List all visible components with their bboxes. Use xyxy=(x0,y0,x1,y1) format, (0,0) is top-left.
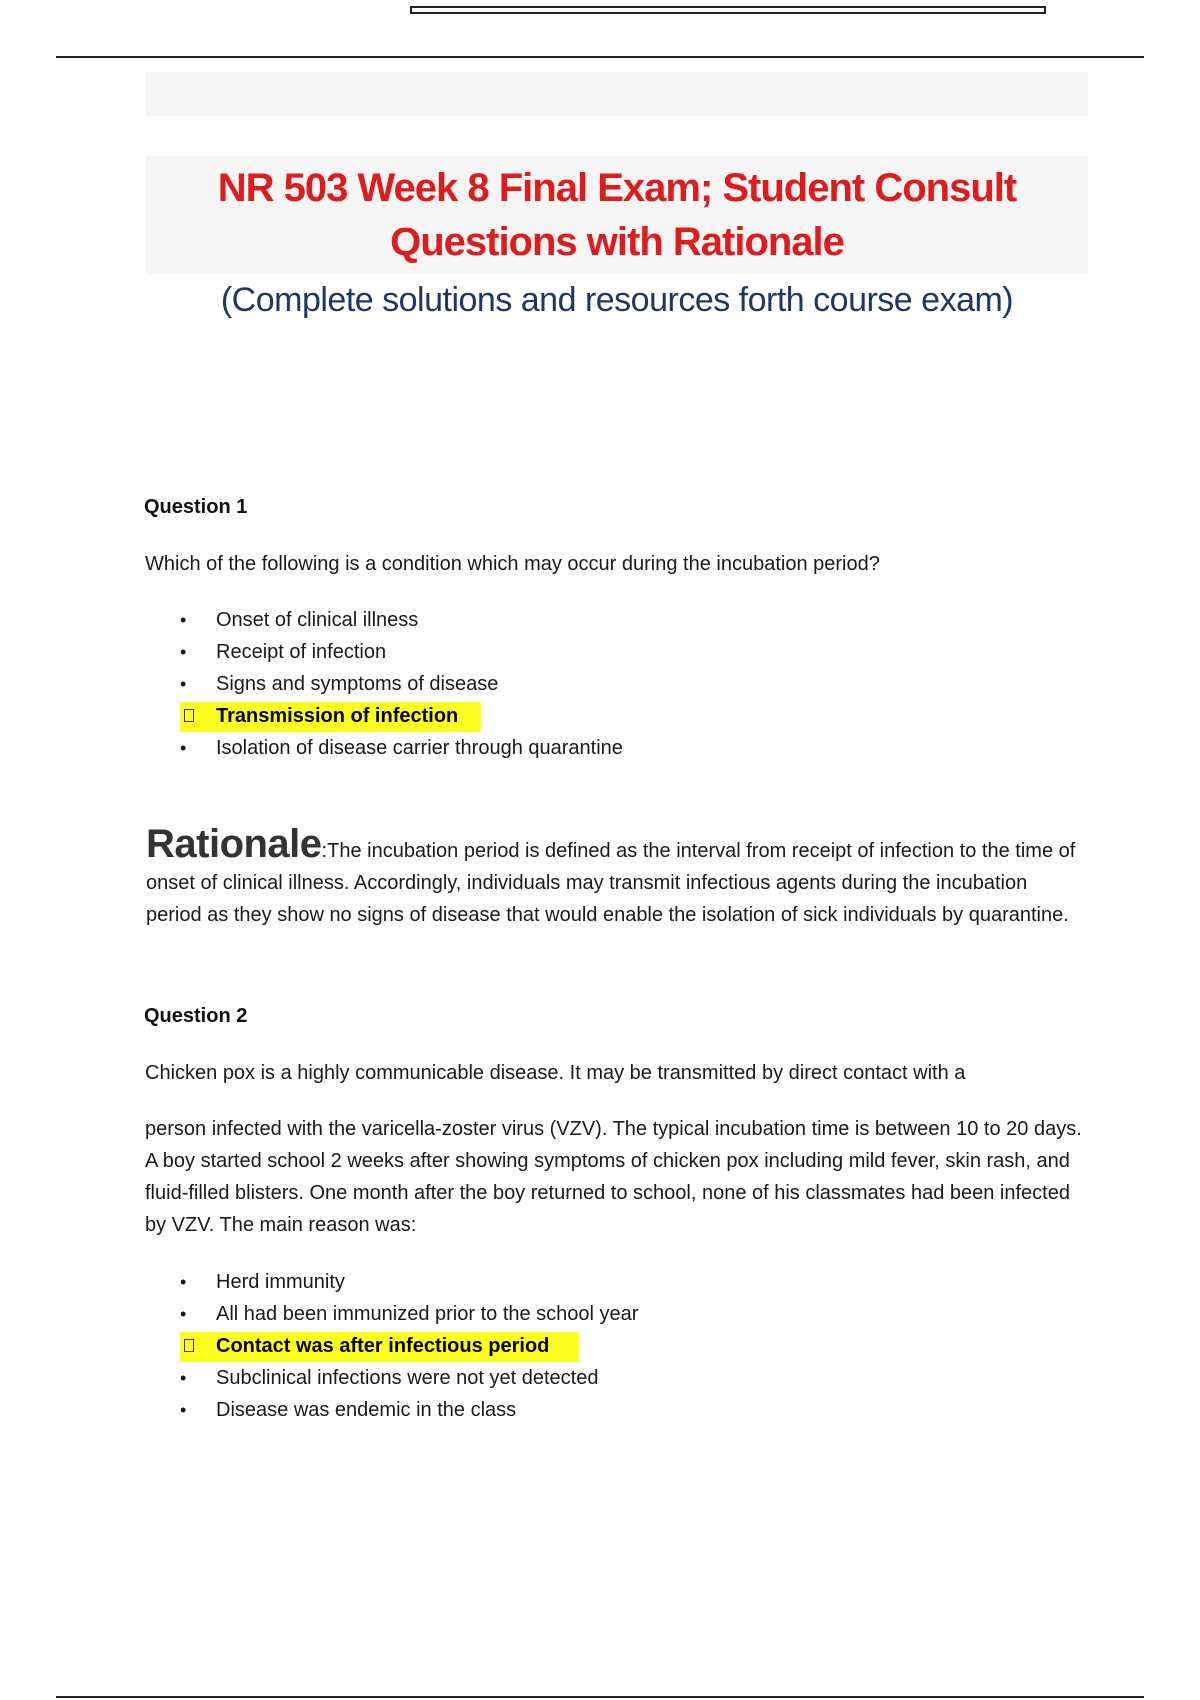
option-item: • Receipt of infection xyxy=(180,636,623,668)
bullet-icon: • xyxy=(180,1368,187,1388)
question-1-text: Which of the following is a condition which may occur during the incubation period? xyxy=(145,553,880,575)
question-2-heading: Question 2 xyxy=(144,1005,248,1027)
footer-rule xyxy=(56,1696,1144,1698)
question-2-text-line-1: Chicken pox is a highly communicable disease. It may be transmitted by direct contact with a xyxy=(145,1062,966,1084)
document-title xyxy=(146,156,1088,274)
correct-answer: Contact was after infectious period xyxy=(180,1330,638,1362)
shaded-band xyxy=(146,72,1088,116)
checkbox-glyph-icon xyxy=(184,1339,194,1352)
question-2-options xyxy=(180,1266,638,1426)
bullet-icon: • xyxy=(180,1400,187,1420)
title-line-1: NR 503 Week 8 Final Exam; Student Consult xyxy=(217,166,1017,210)
header-rule xyxy=(56,56,1144,58)
rationale-label: Rationale xyxy=(146,822,322,866)
option-item: • Isolation of disease carrier through quarantine xyxy=(180,732,623,764)
bullet-icon: • xyxy=(180,642,187,662)
option-item: • Herd immunity xyxy=(180,1266,638,1298)
correct-answer: Transmission of infection xyxy=(180,700,623,732)
checkbox-glyph-icon xyxy=(184,709,194,722)
bullet-icon: • xyxy=(180,1304,187,1324)
option-item: • All had been immunized prior to the school year xyxy=(180,1298,638,1330)
document-subtitle: (Complete solutions and resources forth course exam) xyxy=(220,281,1014,319)
question-1-heading: Question 1 xyxy=(144,496,248,518)
bullet-icon: • xyxy=(180,610,187,630)
bullet-icon: • xyxy=(180,738,187,758)
option-item: • Onset of clinical illness xyxy=(180,604,623,636)
option-item: • Subclinical infections were not yet detected xyxy=(180,1362,638,1394)
question-1-options xyxy=(180,604,623,764)
option-item: • Disease was endemic in the class xyxy=(180,1394,638,1426)
rationale-text: :The incubation period is defined as the interval from receipt of infection to the time of onset of clinical illness. Accordingly, individuals may transmit infectious agents during the incubation period as they show no signs of disease that would enable the isolation of sick individuals by quarantine. xyxy=(146,840,1076,926)
title-line-2: Questions with Rationale xyxy=(390,220,844,264)
rationale-block xyxy=(146,824,1086,931)
question-2-text: person infected with the varicella-zoster virus (VZV). The typical incubation time is between 10 to 20 days. A boy started school 2 weeks after showing symptoms of chicken pox including mild fever, skin rash, and fluid-filled blisters. One month after the boy returned to school, none of his classmates had been infected by VZV. The main reason was: xyxy=(145,1118,1082,1236)
header-box xyxy=(410,6,1046,14)
bullet-icon: • xyxy=(180,1272,187,1292)
bullet-icon: • xyxy=(180,674,187,694)
option-item: • Signs and symptoms of disease xyxy=(180,668,623,700)
